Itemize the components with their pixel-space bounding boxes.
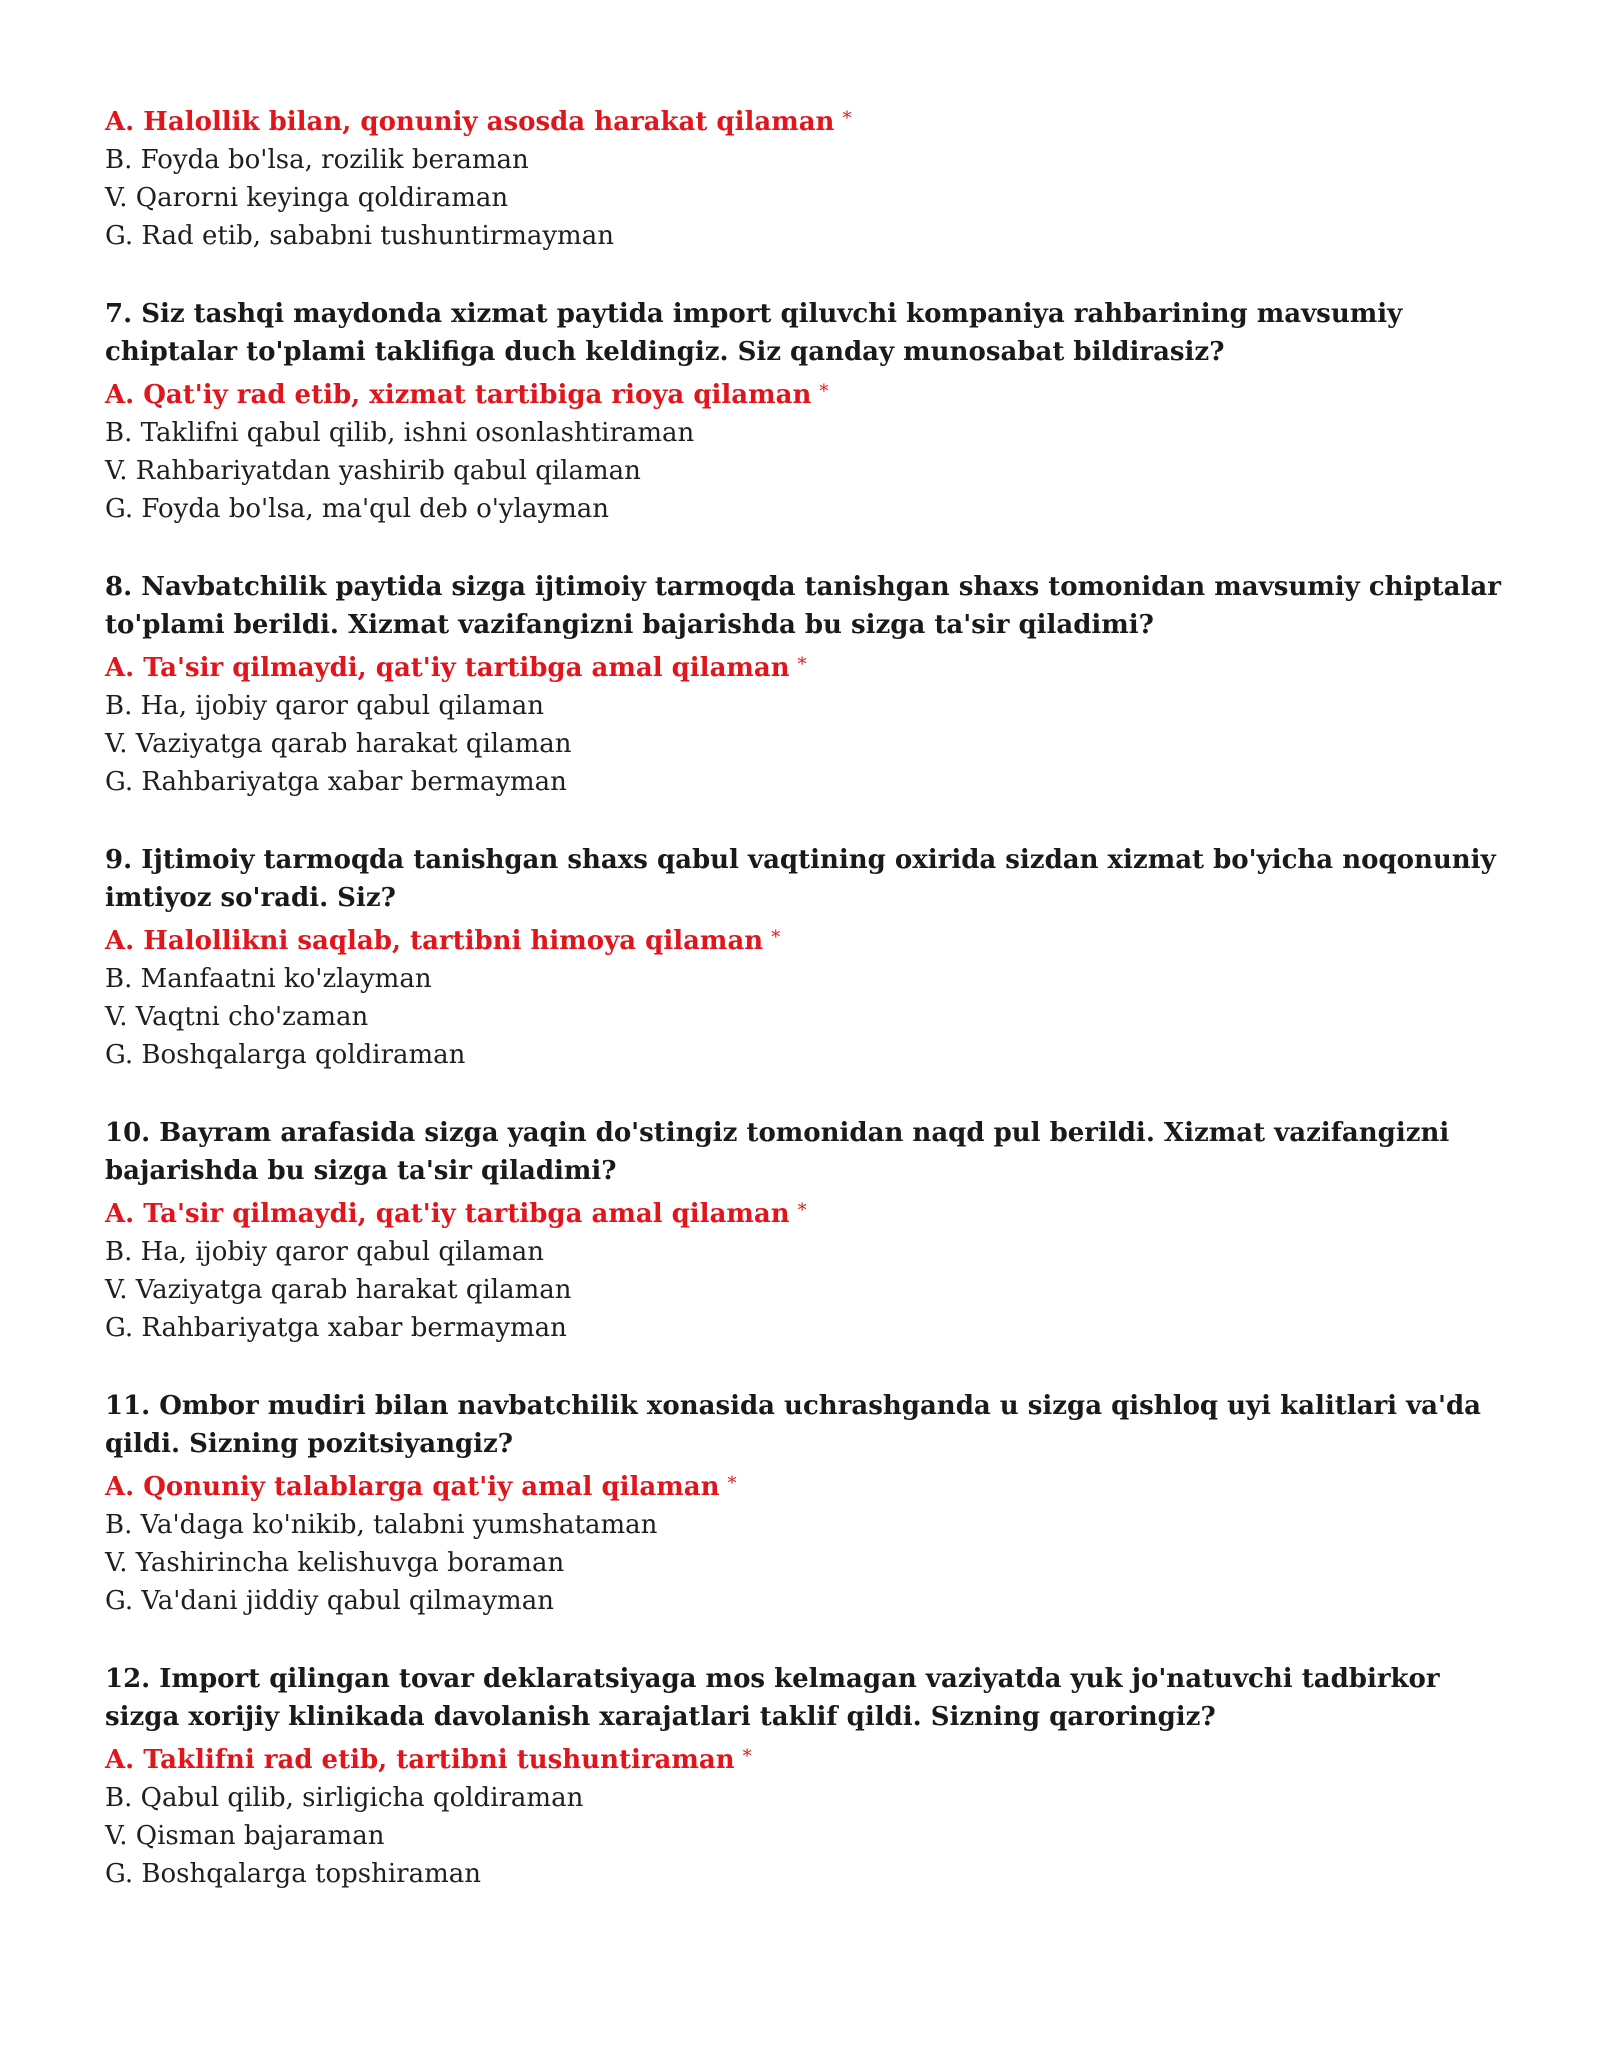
correct-answer-text: A. Ta'sir qilmaydi, qat'iy tartibga amal qilaman (105, 1199, 790, 1229)
question-block (105, 1387, 1515, 1620)
correct-answer (105, 646, 1515, 687)
answer-option-v: V. Vaziyatga qarab harakat qilaman (105, 729, 572, 759)
question-block (105, 100, 1515, 255)
answer-option-b: B. Qabul qilib, sirligicha qoldiraman (105, 1783, 584, 1813)
correct-marker: * (842, 108, 852, 129)
question-list (105, 100, 1515, 1933)
answer-option-g: G. Va'dani jiddiy qabul qilmayman (105, 1586, 554, 1616)
correct-marker: * (727, 1473, 737, 1494)
answer-option-g: G. Foyda bo'lsa, ma'qul deb o'ylayman (105, 494, 609, 524)
question-text: 7. Siz tashqi maydonda xizmat paytida import qiluvchi kompaniya rahbarining mavsumiy chiptalar to'plami taklifiga duch keldingiz. Siz qanday munosabat bildirasiz? (105, 299, 1403, 367)
answer-option-v: V. Vaziyatga qarab harakat qilaman (105, 1275, 572, 1305)
answer-option-g: G. Rad etib, sababni tushuntirmayman (105, 221, 614, 251)
answer-option-g: G. Boshqalarga topshiraman (105, 1859, 481, 1889)
question-block (105, 1114, 1515, 1347)
correct-marker: * (819, 381, 829, 402)
correct-answer-text: A. Qonuniy talablarga qat'iy amal qilaman (105, 1472, 720, 1502)
correct-answer-text: A. Taklifni rad etib, tartibni tushuntiraman (105, 1745, 735, 1775)
question-block (105, 295, 1515, 528)
answer-option-b: B. Ha, ijobiy qaror qabul qilaman (105, 691, 544, 721)
answer-option-g: G. Boshqalarga qoldiraman (105, 1040, 466, 1070)
question-text: 12. Import qilingan tovar deklaratsiyaga mos kelmagan vaziyatda yuk jo'natuvchi tadbirkor sizga xorijiy klinikada davolanish xarajatlari taklif qildi. Sizning qaroringiz? (105, 1664, 1440, 1732)
correct-answer-text: A. Halollikni saqlab, tartibni himoya qilaman (105, 926, 764, 956)
correct-marker: * (742, 1746, 752, 1767)
answer-option-v: V. Rahbariyatdan yashirib qabul qilaman (105, 456, 641, 486)
correct-answer (105, 373, 1515, 414)
answer-option-v: V. Yashirincha kelishuvga boraman (105, 1548, 565, 1578)
correct-marker: * (797, 1200, 807, 1221)
question-text: 10. Bayram arafasida sizga yaqin do'stingiz tomonidan naqd pul berildi. Xizmat vazifangizni bajarishda bu sizga ta'sir qiladimi? (105, 1118, 1450, 1186)
correct-answer-text: A. Ta'sir qilmaydi, qat'iy tartibga amal qilaman (105, 653, 790, 683)
answer-option-b: B. Taklifni qabul qilib, ishni osonlashtiraman (105, 418, 695, 448)
correct-answer (105, 1738, 1515, 1779)
question-text: 8. Navbatchilik paytida sizga ijtimoiy tarmoqda tanishgan shaxs tomonidan mavsumiy chiptalar to'plami berildi. Xizmat vazifangizni bajarishda bu sizga ta'sir qiladimi? (105, 572, 1501, 640)
question-block (105, 1660, 1515, 1893)
correct-answer (105, 1465, 1515, 1506)
answer-option-b: B. Va'daga ko'nikib, talabni yumshataman (105, 1510, 658, 1540)
correct-answer (105, 919, 1515, 960)
question-text: 9. Ijtimoiy tarmoqda tanishgan shaxs qabul vaqtining oxirida sizdan xizmat bo'yicha noqonuniy imtiyoz so'radi. Siz? (105, 845, 1496, 913)
question-text: 11. Ombor mudiri bilan navbatchilik xonasida uchrashganda u sizga qishloq uyi kalitlari va'da qildi. Sizning pozitsiyangiz? (105, 1391, 1482, 1459)
question-block (105, 568, 1515, 801)
correct-answer-text: A. Qat'iy rad etib, xizmat tartibiga rioya qilaman (105, 380, 812, 410)
correct-marker: * (797, 654, 807, 675)
answer-option-g: G. Rahbariyatga xabar bermayman (105, 767, 567, 797)
correct-answer (105, 100, 1515, 141)
correct-answer-text: A. Halollik bilan, qonuniy asosda harakat qilaman (105, 107, 835, 137)
answer-option-g: G. Rahbariyatga xabar bermayman (105, 1313, 567, 1343)
correct-marker: * (771, 927, 781, 948)
answer-option-b: B. Foyda bo'lsa, rozilik beraman (105, 145, 529, 175)
answer-option-v: V. Qisman bajaraman (105, 1821, 385, 1851)
correct-answer (105, 1192, 1515, 1233)
answer-option-b: B. Manfaatni ko'zlayman (105, 964, 432, 994)
answer-option-v: V. Qarorni keyinga qoldiraman (105, 183, 509, 213)
answer-option-v: V. Vaqtni cho'zaman (105, 1002, 369, 1032)
question-block (105, 841, 1515, 1074)
answer-option-b: B. Ha, ijobiy qaror qabul qilaman (105, 1237, 544, 1267)
